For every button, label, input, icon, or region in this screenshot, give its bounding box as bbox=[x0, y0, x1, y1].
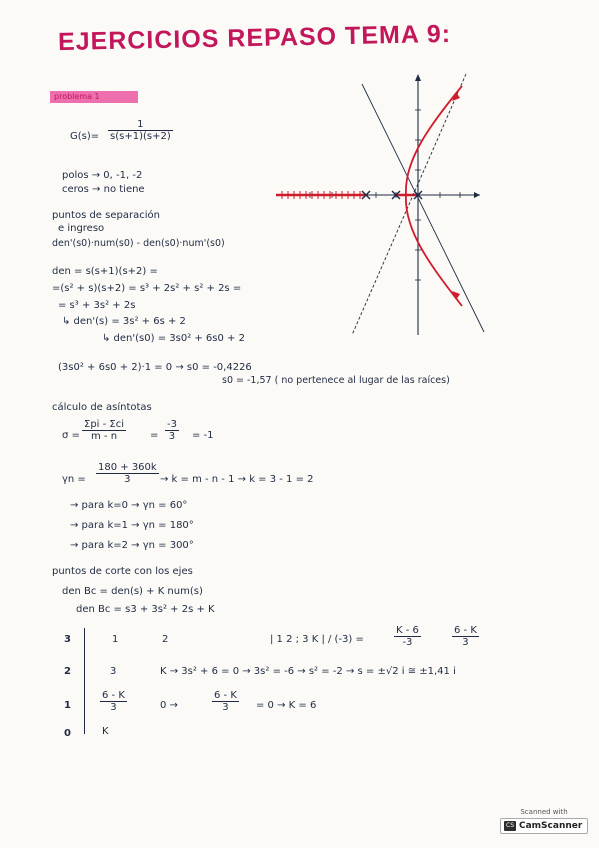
sigma-equals: = bbox=[150, 430, 159, 441]
routh-k-frac-num: 6 - K bbox=[214, 690, 237, 701]
stamp-name: CamScanner bbox=[519, 821, 583, 831]
g-label: G(s)= bbox=[70, 131, 100, 142]
k2-line: → para k=2 → γn = 300° bbox=[70, 540, 194, 551]
cut-line-1: den Bc = den(s) + K num(s) bbox=[62, 586, 203, 597]
locus-lower-branch bbox=[406, 195, 462, 306]
routh-row-0: 0 bbox=[64, 728, 71, 739]
cut-line-2: den Bc = s3 + 3s² + 2s + K bbox=[76, 604, 215, 615]
routh-frac-a bbox=[394, 625, 421, 648]
root-second: s0 = -1,57 ( no pertenece al lugar de las raíces) bbox=[222, 375, 450, 386]
real-axis-arrow bbox=[474, 192, 480, 198]
g-denominator: s(s+1)(s+2) bbox=[110, 131, 171, 142]
den-line-5: ↳ den'(s0) = 3s0² + 6s0 + 2 bbox=[102, 333, 245, 344]
routh-divider bbox=[84, 628, 85, 734]
separation-formula: den'(s0)·num(s0) - den(s0)·num'(s0) bbox=[52, 238, 225, 249]
asymptote-lower bbox=[362, 84, 484, 332]
gamma-numerator: 180 + 360k bbox=[98, 462, 157, 473]
routh-row-2: 2 bbox=[64, 666, 71, 677]
sigma-numerator-2: -3 bbox=[167, 419, 177, 430]
zeros-line: ceros → no tiene bbox=[62, 184, 145, 195]
routh-frac-b-num: 6 - K bbox=[454, 625, 477, 636]
routh-cell-0a: K bbox=[102, 726, 109, 737]
problem-badge: problema 1 bbox=[50, 91, 138, 103]
gamma-denominator: 3 bbox=[124, 474, 131, 485]
den-line-3: = s³ + 3s² + 2s bbox=[58, 300, 136, 311]
den-line-4: ↳ den'(s) = 3s² + 6s + 2 bbox=[62, 316, 186, 327]
routh-k-frac-den: 3 bbox=[222, 702, 229, 713]
den-line-1: den = s(s+1)(s+2) = bbox=[52, 266, 158, 277]
routh-det: | 1 2 ; 3 K | / (-3) = bbox=[270, 634, 364, 645]
sigma-fraction-2 bbox=[165, 419, 179, 442]
gamma-label: γn = bbox=[62, 474, 86, 485]
k1-line: → para k=1 → γn = 180° bbox=[70, 520, 194, 531]
routh-cell-3a: 1 bbox=[112, 634, 119, 645]
routh-k-result: = 0 → K = 6 bbox=[256, 700, 317, 711]
gamma-fraction bbox=[96, 462, 159, 485]
routh-cell-1a-num: 6 - K bbox=[102, 690, 125, 701]
separation-title-2: e ingreso bbox=[58, 223, 105, 234]
page-title: EJERCICIOS REPASO TEMA 9: bbox=[57, 19, 452, 57]
routh-cell-2b: K → 3s² + 6 = 0 → 3s² = -6 → s² = -2 → s = ±√2 i ≅ ±1,41 i bbox=[160, 666, 456, 677]
sigma-denominator: m - n bbox=[90, 431, 118, 442]
asymptote-upper bbox=[352, 74, 466, 335]
stamp-badge bbox=[500, 818, 588, 834]
asymptotes-title: cálculo de asíntotas bbox=[52, 402, 152, 413]
gamma-result: → k = m - n - 1 → k = 3 - 1 = 2 bbox=[160, 474, 314, 485]
routh-k-frac bbox=[212, 690, 239, 713]
cut-title: puntos de corte con los ejes bbox=[52, 566, 193, 577]
g-numerator: 1 bbox=[108, 119, 173, 131]
sigma-numerator: Σpi - Σci bbox=[84, 419, 125, 430]
sigma-fraction bbox=[82, 419, 126, 442]
routh-cell-1a-den: 3 bbox=[110, 702, 117, 713]
sigma-result: = -1 bbox=[192, 430, 214, 441]
root-equation: (3s0² + 6s0 + 2)·1 = 0 → s0 = -0,4226 bbox=[58, 362, 252, 373]
k0-line: → para k=0 → γn = 60° bbox=[70, 500, 188, 511]
den-line-2: =(s² + s)(s+2) = s³ + 2s² + s² + 2s = bbox=[52, 283, 242, 294]
routh-row-1: 1 bbox=[64, 700, 71, 711]
stamp-caption: Scanned with bbox=[520, 808, 568, 816]
camscanner-stamp bbox=[500, 808, 588, 840]
routh-frac-b-den: 3 bbox=[462, 637, 469, 648]
sigma-label: σ = bbox=[62, 430, 80, 441]
routh-cell-2a: 3 bbox=[110, 666, 117, 677]
routh-cell-3b: 2 bbox=[162, 634, 169, 645]
routh-frac-a-den: -3 bbox=[402, 637, 413, 648]
imag-axis-arrow bbox=[415, 74, 421, 81]
poles-line: polos → 0, -1, -2 bbox=[62, 170, 143, 181]
separation-title-1: puntos de separación bbox=[52, 210, 160, 221]
sigma-denominator-2: 3 bbox=[168, 431, 176, 442]
routh-cell-1a bbox=[100, 690, 127, 713]
root-locus-sketch bbox=[270, 70, 485, 340]
routh-row-3: 3 bbox=[64, 634, 71, 645]
routh-cell-1b: 0 → bbox=[160, 700, 178, 711]
camscanner-logo-icon: CS bbox=[506, 822, 514, 829]
routh-frac-b bbox=[452, 625, 479, 648]
routh-frac-a-num: K - 6 bbox=[396, 625, 419, 636]
g-fraction bbox=[108, 119, 173, 142]
